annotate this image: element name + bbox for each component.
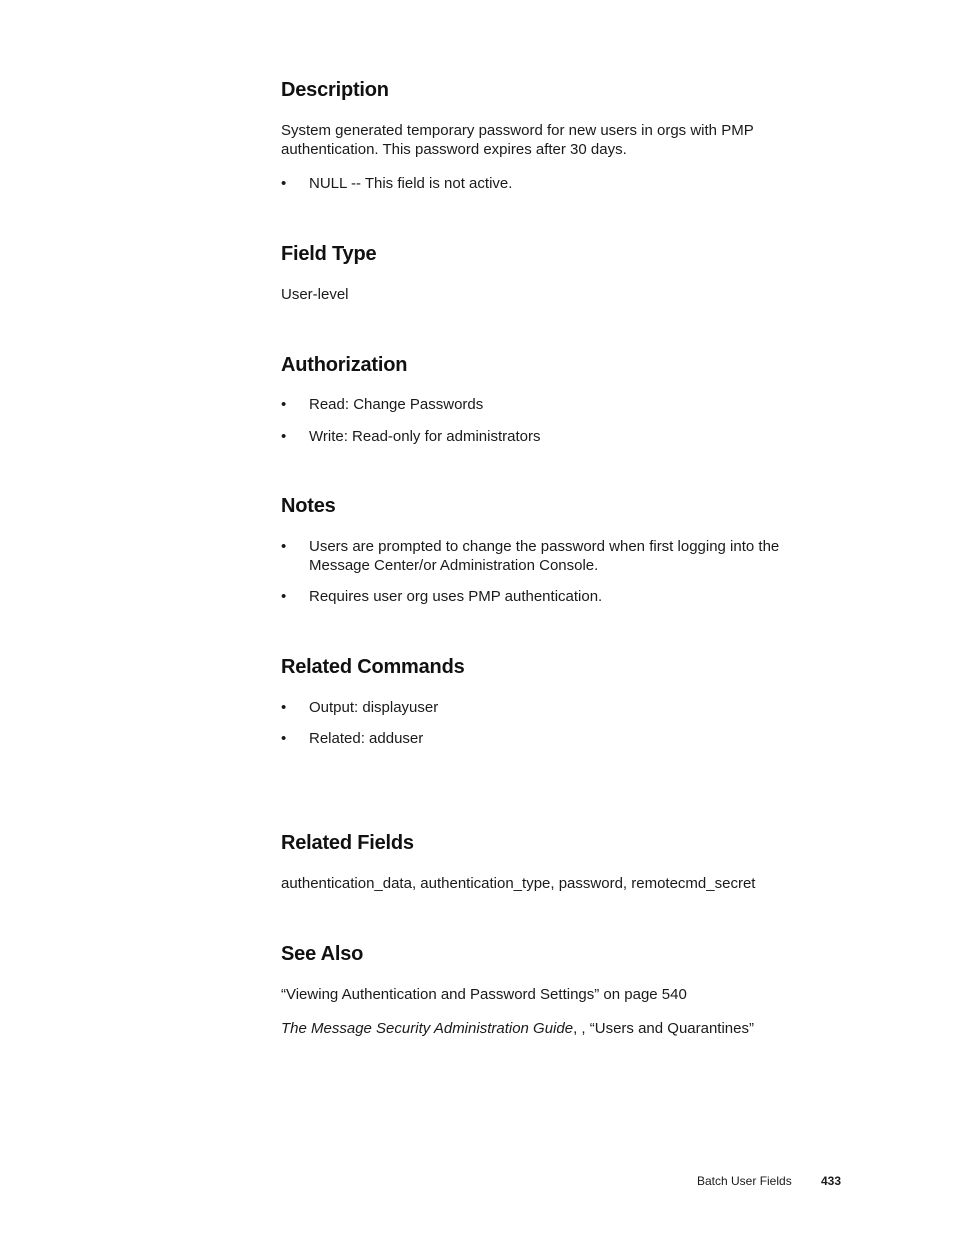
- description-paragraph: System generated temporary password for new users in orgs with PMP authentication. This password expires after 30 days.: [281, 122, 754, 158]
- list-item: [281, 537, 821, 575]
- heading-see-also: See Also: [281, 943, 364, 965]
- bullet-icon: •: [281, 538, 287, 555]
- heading-authorization: Authorization: [281, 354, 408, 376]
- bullet-text: Related: adduser: [309, 730, 424, 747]
- list-item: [281, 395, 821, 414]
- heading-related-fields: Related Fields: [281, 832, 414, 854]
- see-also-reference: [281, 1019, 801, 1038]
- guide-section: , , “Users and Quarantines”: [573, 1020, 754, 1037]
- bullet-text: Requires user org uses PMP authentication.: [309, 588, 603, 605]
- see-also-link[interactable]: “Viewing Authentication and Password Settings” on page 540: [281, 986, 687, 1003]
- heading-field-type: Field Type: [281, 243, 377, 265]
- heading-notes: Notes: [281, 495, 336, 517]
- page-number: 433: [821, 1174, 842, 1188]
- list-item: [281, 427, 821, 446]
- bullet-text: Write: Read-only for administrators: [309, 428, 541, 445]
- list-item: [281, 729, 821, 748]
- page-footer: [697, 1174, 842, 1189]
- bullet-icon: •: [281, 730, 287, 747]
- guide-title: The Message Security Administration Guide: [281, 1020, 574, 1037]
- bullet-icon: •: [281, 175, 287, 192]
- list-item: [281, 174, 821, 193]
- heading-related-commands: Related Commands: [281, 656, 465, 678]
- field-type-value: User-level: [281, 286, 349, 303]
- bullet-icon: •: [281, 428, 287, 445]
- list-item: [281, 587, 821, 606]
- bullet-icon: •: [281, 396, 287, 413]
- bullet-icon: •: [281, 588, 287, 605]
- footer-title: Batch User Fields: [697, 1174, 792, 1188]
- related-fields-paragraph: authentication_data, authentication_type, password, remotecmd_secret: [281, 875, 756, 892]
- bullet-icon: •: [281, 699, 287, 716]
- list-item: [281, 698, 821, 717]
- bullet-text: Users are prompted to change the password when first logging into the Message Center/or Administration Console.: [309, 538, 780, 574]
- heading-description: Description: [281, 79, 389, 101]
- bullet-text: NULL -- This field is not active.: [309, 175, 513, 192]
- bullet-text: Output: displayuser: [309, 699, 439, 716]
- bullet-text: Read: Change Passwords: [309, 396, 484, 413]
